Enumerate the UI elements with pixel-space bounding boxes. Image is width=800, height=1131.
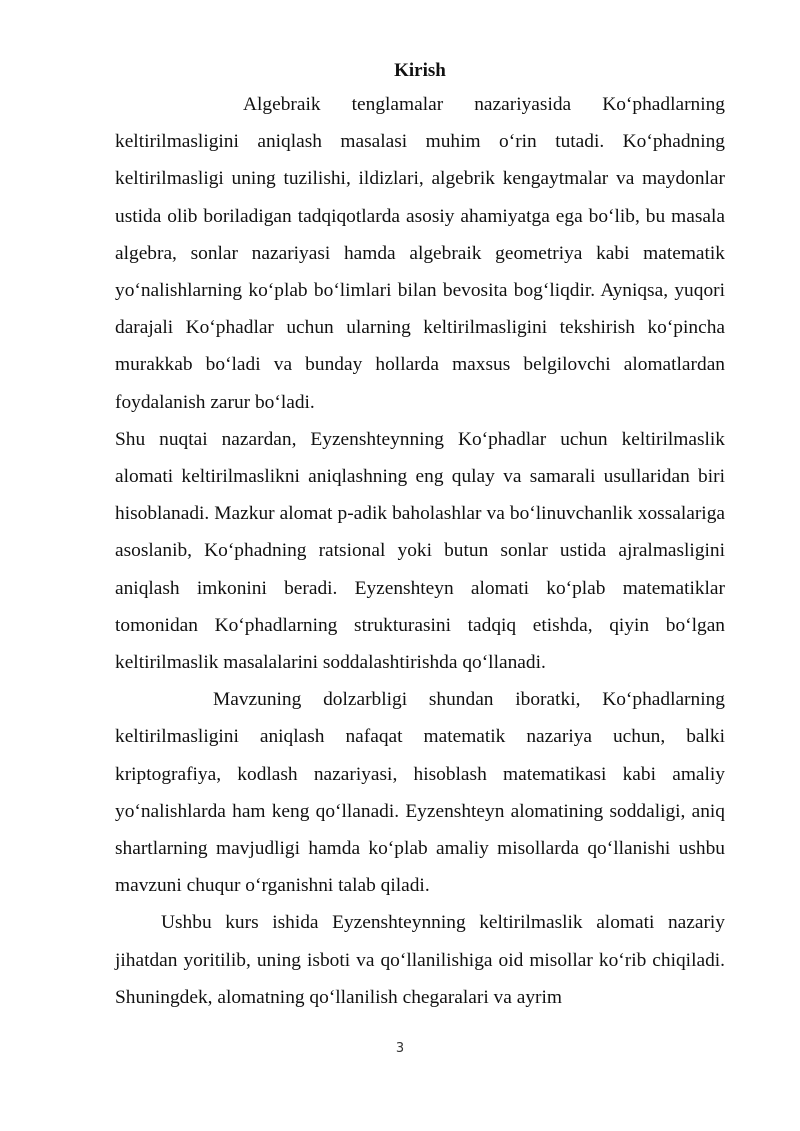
paragraph-eisenstein-criterion: Shu nuqtai nazardan, Eyzenshteynning Ko‘phadlar uchun keltirilmaslik alomati keltirilmaslikni aniqlashning eng qulay va samarali usullaridan biri hisoblanadi. Mazkur alomat p-adik baholashlar va bo‘linuvchanlik xossalariga asoslanib, Ko‘phadning ratsional yoki butun sonlar ustida ajralmasligini aniqlash imkonini beradi. Eyzenshteyn alomati ko‘plab matematiklar tomonidan Ko‘phadlarning strukturasini tadqiq etishda, qiyin bo‘lgan keltirilmaslik masalalarini soddalashtirishda qo‘llanadi.: [115, 428, 725, 674]
paragraph-relevance: Mavzuning dolzarbligi shundan iboratki, Ko‘phadlarning keltirilmasligini aniqlash nafaqat matematik nazariya uchun, balki kriptografiya, kodlash nazariyasi, hisoblash matematikasi kabi amaliy yo‘nalishlarda ham keng qo‘llanadi. Eyzenshteyn alomatining soddaligi, aniq shartlarning mavjudligi hamda ko‘plab amaliy misollarda qo‘llanishi ushbu mavzuni chuqur o‘rganishni talab qiladi.: [115, 689, 725, 897]
document-page: [115, 56, 725, 1016]
paragraph-course-work: Ushbu kurs ishida Eyzenshteynning keltirilmaslik alomati nazariy jihatdan yoritilib, uning isboti va qo‘llanilishiga oid misollar ko‘rib chiqiladi. Shuningdek, alomatning qo‘llanilish chegaralari va ayrim: [115, 912, 725, 1008]
page-number: 3: [395, 1041, 405, 1056]
page-title: Kirish: [394, 60, 446, 81]
paragraph-intro: Algebraik tenglamalar nazariyasida Ko‘phadlarning keltirilmasligini aniqlash masalasi muhim o‘rin tutadi. Ko‘phadning keltirilmasligi uning tuzilishi, ildizlari, algebrik kengaytmalar va maydonlar ustida olib boriladigan tadqiqotlarda asosiy ahamiyatga ega bo‘lib, bu masala algebra, sonlar nazariyasi hamda algebraik geometriya kabi matematik yo‘nalishlarning ko‘plab bo‘limlari bilan bevosita bog‘liqdir. Ayniqsa, yuqori darajali Ko‘phadlar uchun ularning keltirilmasligini tekshirish ko‘pincha murakkab bo‘ladi va bunday hollarda maxsus belgilovchi alomatlardan foydalanish zarur bo‘ladi.: [115, 94, 725, 413]
